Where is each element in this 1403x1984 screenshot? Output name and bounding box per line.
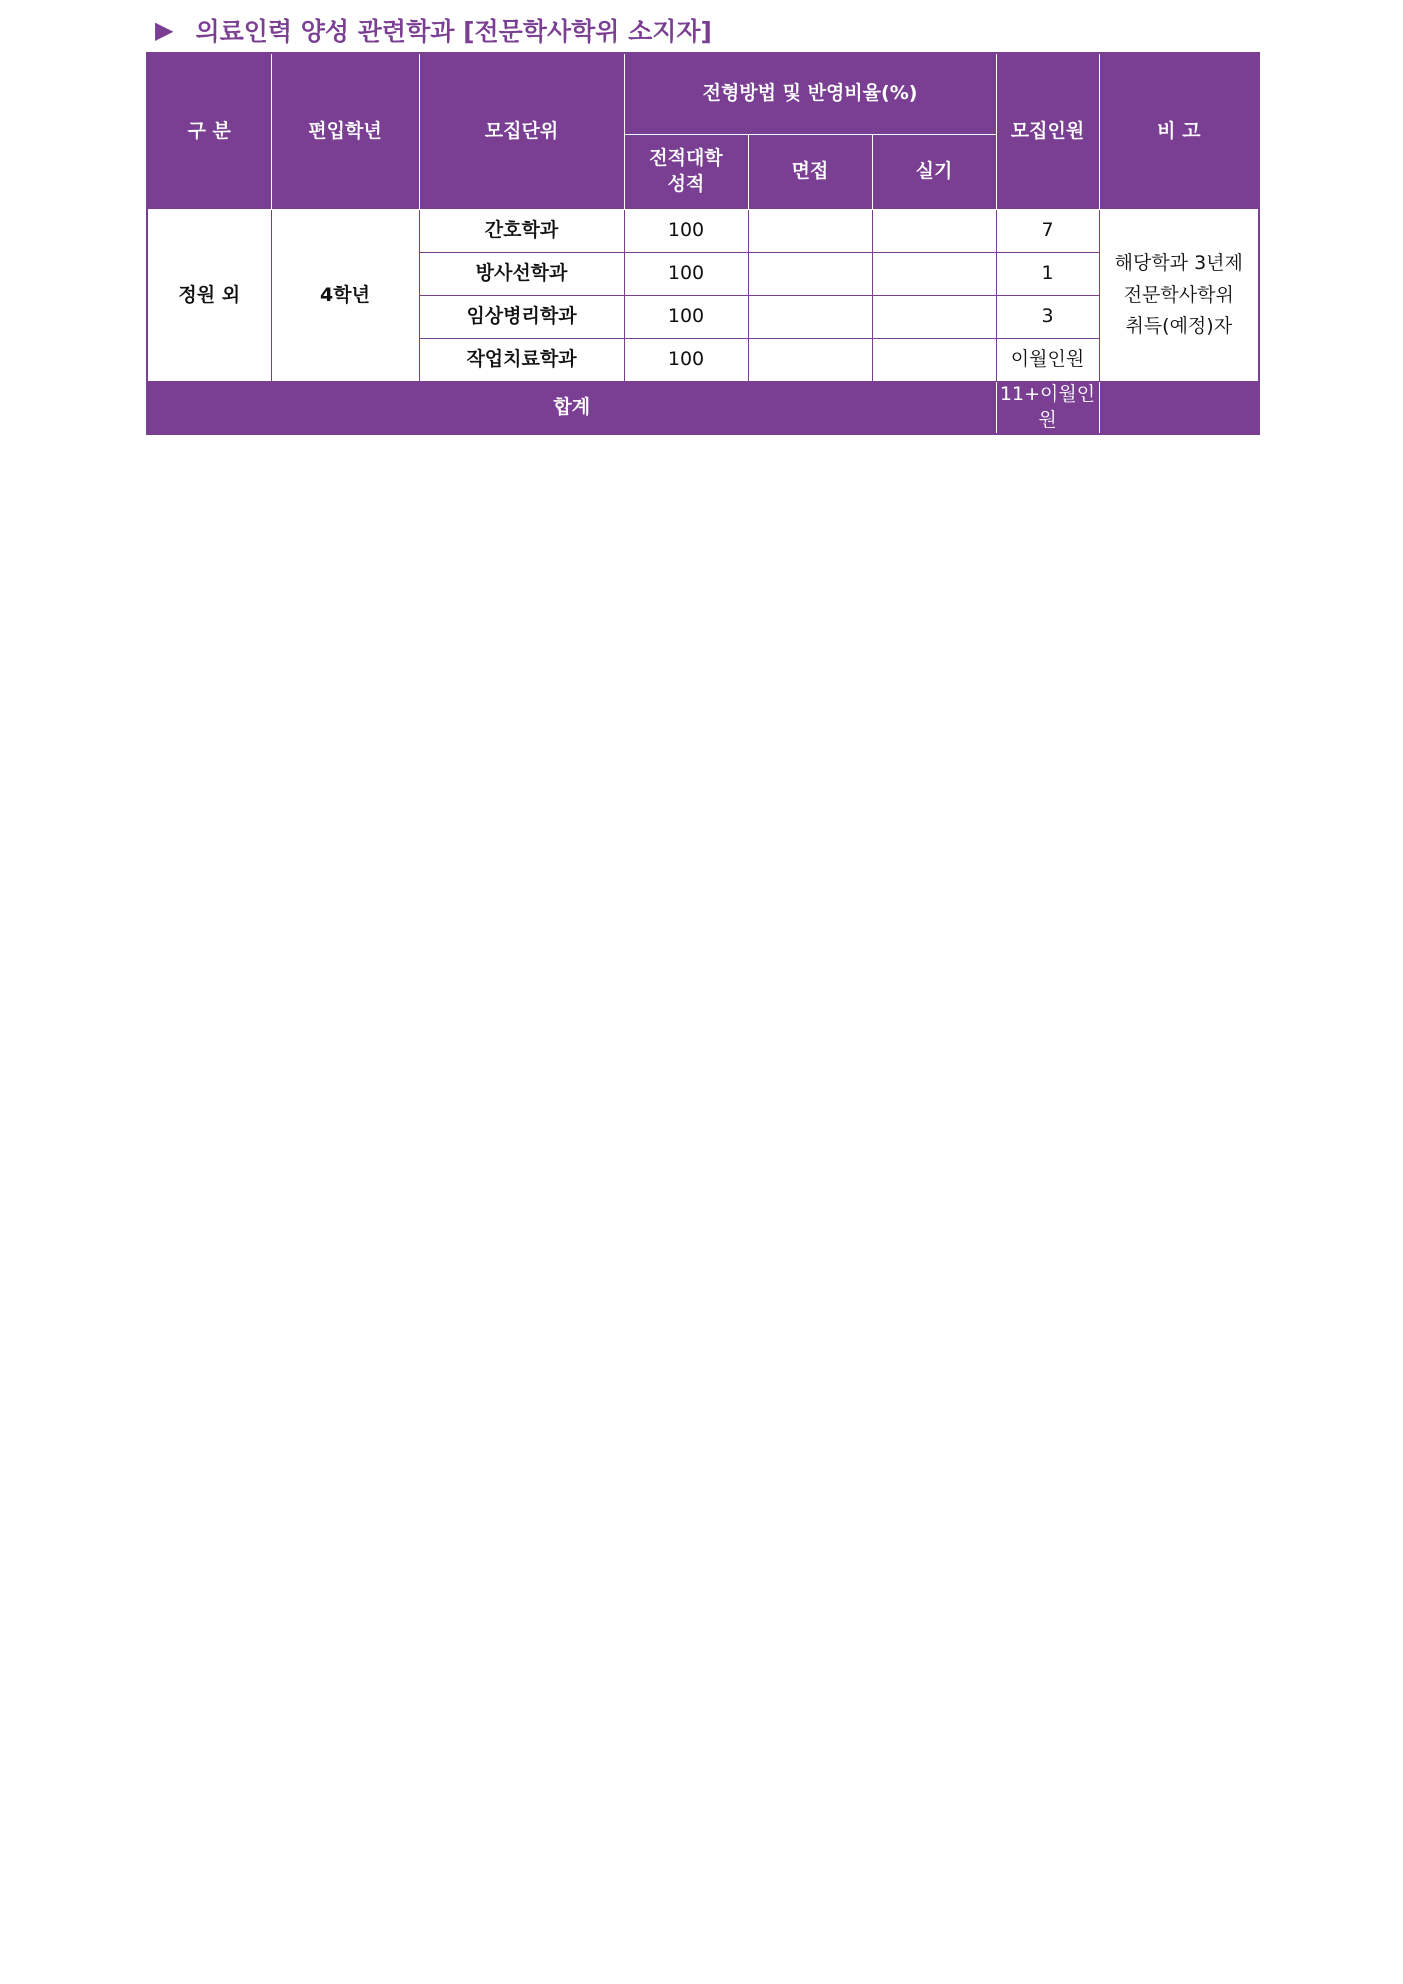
total-quota: 11+이월인원 — [996, 382, 1099, 435]
interview-cell — [748, 210, 872, 253]
prior-grades-cell: 100 — [624, 210, 748, 253]
total-remarks — [1099, 382, 1259, 435]
admissions-table — [146, 52, 1260, 435]
interview-cell — [748, 339, 872, 382]
header-remarks: 비 고 — [1099, 53, 1259, 210]
remarks-cell: 해당학과 3년제 전문학사학위 취득(예정)자 — [1099, 210, 1259, 382]
header-grade: 편입학년 — [271, 53, 419, 210]
interview-cell — [748, 296, 872, 339]
unit-cell: 작업치료학과 — [419, 339, 624, 382]
header-prior-grades: 전적대학 성적 — [624, 135, 748, 210]
table-row — [147, 210, 1259, 253]
quota-cell: 3 — [996, 296, 1099, 339]
prior-grades-cell: 100 — [624, 253, 748, 296]
practical-cell — [872, 339, 996, 382]
total-label: 합계 — [147, 382, 996, 435]
unit-cell: 임상병리학과 — [419, 296, 624, 339]
header-method: 전형방법 및 반영비율(%) — [624, 53, 996, 135]
grade-cell: 4학년 — [271, 210, 419, 382]
quota-cell: 이월인원 — [996, 339, 1099, 382]
header-unit: 모집단위 — [419, 53, 624, 210]
section-heading — [155, 8, 712, 52]
interview-cell — [748, 253, 872, 296]
right-triangle-icon: ▶ — [155, 16, 174, 44]
category-cell: 정원 외 — [147, 210, 271, 382]
prior-grades-cell: 100 — [624, 339, 748, 382]
practical-cell — [872, 296, 996, 339]
practical-cell — [872, 253, 996, 296]
total-row — [147, 382, 1259, 435]
practical-cell — [872, 210, 996, 253]
unit-cell: 방사선학과 — [419, 253, 624, 296]
quota-cell: 1 — [996, 253, 1099, 296]
prior-grades-cell: 100 — [624, 296, 748, 339]
section-title: 의료인력 양성 관련학과 [전문학사학위 소지자] — [195, 17, 712, 46]
quota-cell: 7 — [996, 210, 1099, 253]
header-category: 구 분 — [147, 53, 271, 210]
unit-cell: 간호학과 — [419, 210, 624, 253]
header-interview: 면접 — [748, 135, 872, 210]
header-quota: 모집인원 — [996, 53, 1099, 210]
header-practical: 실기 — [872, 135, 996, 210]
